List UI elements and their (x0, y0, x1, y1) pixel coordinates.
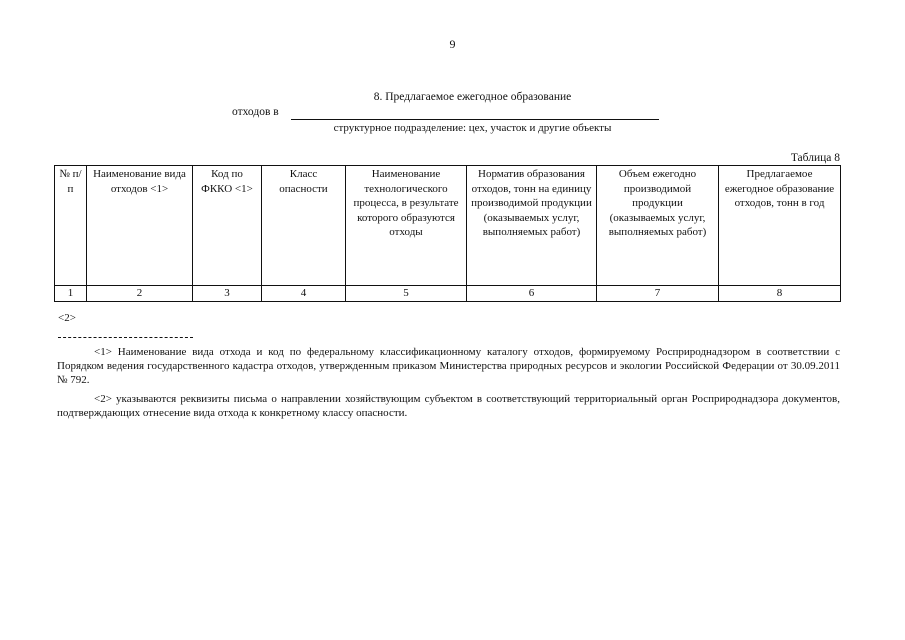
table-column-number-row (55, 286, 841, 302)
column-number-cell: 7 (597, 286, 719, 302)
column-number-cell: 4 (262, 286, 346, 302)
header-generation-norm: Норматив образования отходов, тонн на единицу производимой продукции (оказываемых услуг, выполняемых работ) (467, 166, 597, 286)
footnote-2: <2> указываются реквизиты письма о направлении хозяйствующим субъектом в соответствующий территориальный орган Росприроднадзора документов, подтверждающих отнесение вида отхода к конкретному классу опасности. (57, 393, 840, 419)
header-annual-output: Объем ежегодно производимой продукции (оказываемых услуг, выполняемых работ) (597, 166, 719, 286)
header-process-name: Наименование технологического процесса, в результате которого образуются отходы (346, 166, 467, 286)
column-number-cell: 6 (467, 286, 597, 302)
footnote-1: <1> Наименование вида отхода и код по федеральному классификационному каталогу отходов, формируемому Росприроднадзором в соответствии с Порядком ведения государственного кадастра отходов, утвержденным приказом Министерства природных ресурсов и экологии Российской Федерации от 30.09.2011 № 792. (57, 346, 840, 386)
section-title: 8. Предлагаемое ежегодное образование (373, 91, 572, 103)
column-number-cell: 5 (346, 286, 467, 302)
table-caption: Таблица 8 (790, 152, 840, 164)
waste-generation-table (54, 165, 841, 302)
column-number-cell: 2 (87, 286, 193, 302)
header-waste-name: Наименование вида отходов <1> (87, 166, 193, 286)
column-number-cell: 1 (55, 286, 87, 302)
header-hazard-class: Класс опасности (262, 166, 346, 286)
note-marker: <2> (58, 312, 76, 324)
fill-in-blank-line (291, 119, 659, 120)
footnote-separator (58, 337, 193, 338)
column-number-cell: 3 (193, 286, 262, 302)
header-fkko-code: Код по ФККО <1> (193, 166, 262, 286)
header-proposed-generation: Предлагаемое ежегодное образование отходов, тонн в год (719, 166, 841, 286)
column-number-cell: 8 (719, 286, 841, 302)
waste-location-label: отходов в (232, 106, 279, 118)
header-row-number: № п/п (55, 166, 87, 286)
table-header-row (55, 166, 841, 286)
blank-caption: структурное подразделение: цех, участок и другие объекты (333, 122, 612, 134)
page-number: 9 (449, 37, 456, 51)
